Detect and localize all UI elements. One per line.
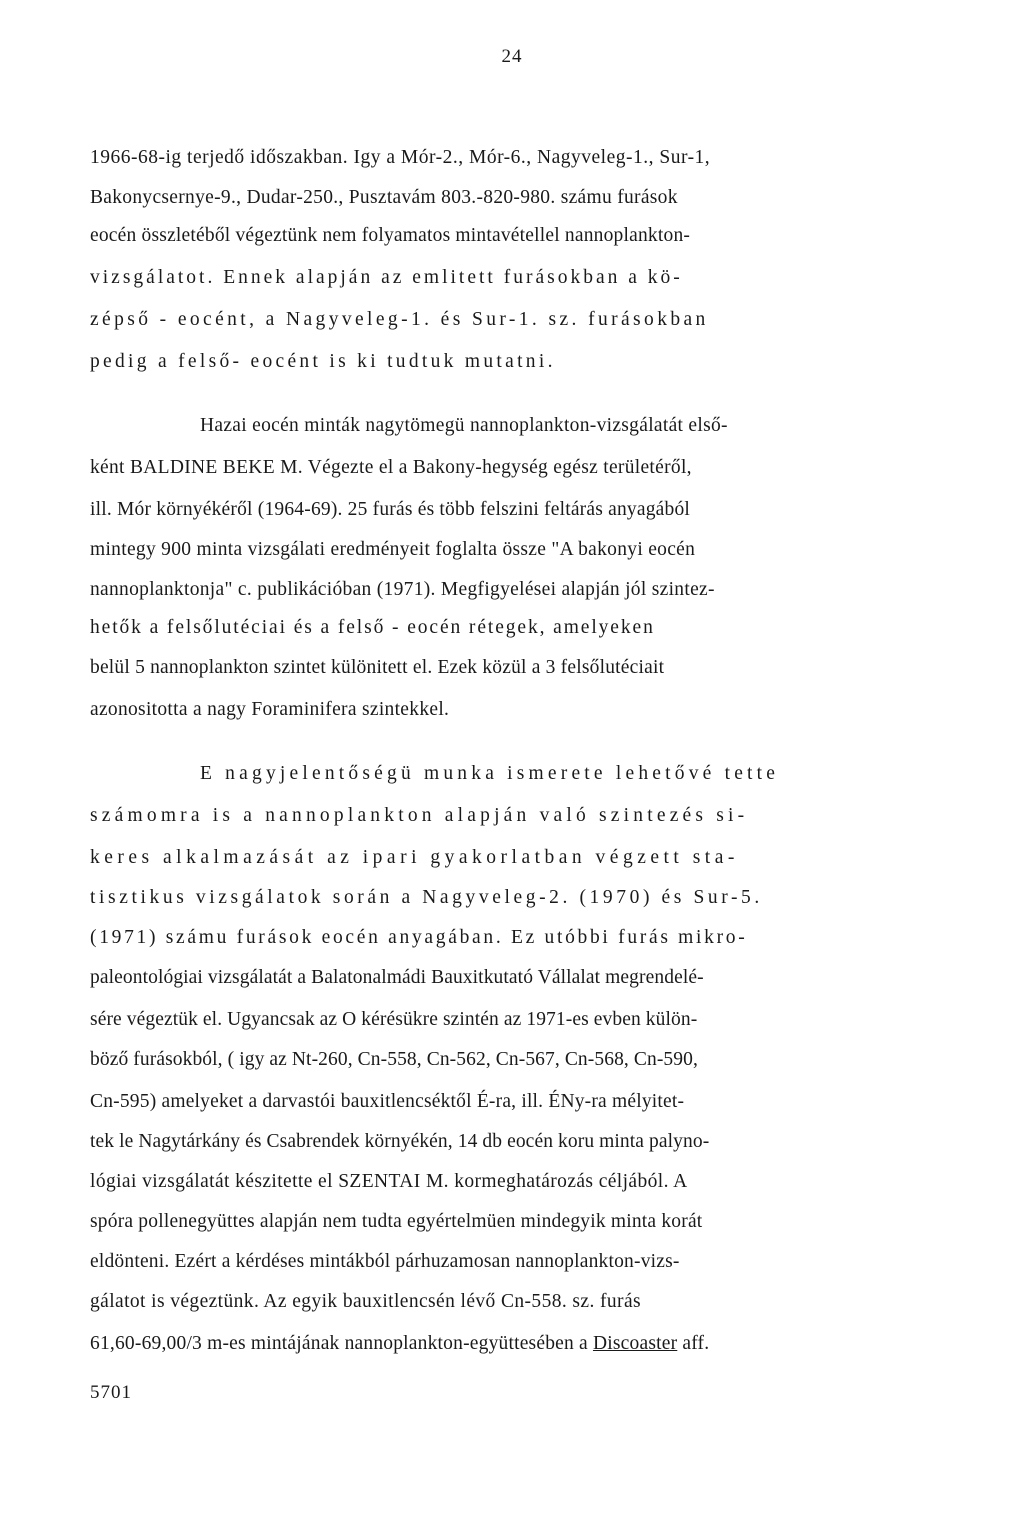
- text-line: böző furásokból, ( igy az Nt-260, Cn-558, Cn-562, Cn-567, Cn-568, Cn-590,: [90, 1049, 698, 1070]
- text-line: lógiai vizsgálatát készitette el SZENTAI M. kormeghatározás céljából. A: [90, 1171, 688, 1192]
- text-line: Cn-595) amelyeket a darvastói bauxitlencséktől É-ra, ill. ÉNy-ra mélyitet-: [90, 1091, 685, 1112]
- text-line: E nagyjelentőségü munka ismerete lehetővé tette: [200, 763, 780, 784]
- footer-code: 5701: [90, 1382, 132, 1403]
- text-line: (1971) számu furások eocén anyagában. Ez utóbbi furás mikro-: [90, 927, 748, 948]
- text-line: nannoplanktonja" c. publikációban (1971). Megfigyelései alapján jól szintez-: [90, 579, 715, 600]
- text-line: számomra is a nannoplankton alapján való szintezés si-: [90, 805, 749, 826]
- text-line: eocén összletéből végeztünk nem folyamatos mintavétellel nannoplankton-: [90, 225, 691, 246]
- last-text-line: [90, 1332, 709, 1356]
- text-line: Hazai eocén minták nagytömegü nannoplankton-vizsgálatát első-: [200, 415, 728, 436]
- text-line: pedig a felső- eocént is ki tudtuk mutatni.: [90, 351, 556, 372]
- page-number: 24: [501, 46, 523, 67]
- text-line: paleontológiai vizsgálatát a Balatonalmádi Bauxitkutató Vállalat megrendelé-: [90, 967, 704, 988]
- text-segment: 61,60-69,00/3 m-es mintájának nannoplankton-együttesében a: [90, 1333, 588, 1354]
- text-line: ként BALDINE BEKE M. Végezte el a Bakony-hegység egész területéről,: [90, 457, 692, 478]
- text-segment: aff.: [682, 1333, 710, 1354]
- text-line: belül 5 nannoplankton szintet különitett el. Ezek közül a 3 felsőlutéciait: [90, 657, 665, 678]
- text-line: gálatot is végeztünk. Az egyik bauxitlencsén lévő Cn-558. sz. furás: [90, 1291, 641, 1312]
- text-line: zépső - eocént, a Nagyveleg-1. és Sur-1. sz. furásokban: [90, 309, 709, 330]
- taxon-name: Discoaster: [592, 1333, 678, 1354]
- text-line: hetők a felsőlutéciai és a felső - eocén rétegek, amelyeken: [90, 617, 655, 638]
- text-line: ill. Mór környékéről (1964-69). 25 furás és több felszini feltárás anyagából: [90, 499, 691, 520]
- text-line: 1966-68-ig terjedő időszakban. Igy a Mór-2., Mór-6., Nagyveleg-1., Sur-1,: [90, 147, 711, 168]
- text-line: sére végeztük el. Ugyancsak az O kérésükre szintén az 1971-es evben külön-: [90, 1009, 698, 1030]
- text-line: eldönteni. Ezért a kérdéses mintákból párhuzamosan nannoplankton-vizs-: [90, 1251, 680, 1272]
- text-line: azonositotta a nagy Foraminifera szintekkel.: [90, 699, 450, 720]
- text-line: vizsgálatot. Ennek alapján az emlitett furásokban a kö-: [90, 267, 683, 288]
- text-line: Bakonycsernye-9., Dudar-250., Pusztavám 803.-820-980. számu furások: [90, 187, 678, 208]
- text-line: tek le Nagytárkány és Csabrendek környékén, 14 db eocén koru minta palyno-: [90, 1131, 710, 1152]
- text-line: spóra pollenegyüttes alapján nem tudta egyértelmüen mindegyik minta korát: [90, 1211, 703, 1232]
- text-line: tisztikus vizsgálatok során a Nagyveleg-2. (1970) és Sur-5.: [90, 887, 763, 908]
- text-line: mintegy 900 minta vizsgálati eredményeit foglalta össze "A bakonyi eocén: [90, 539, 696, 560]
- text-line: keres alkalmazását az ipari gyakorlatban végzett sta-: [90, 847, 739, 868]
